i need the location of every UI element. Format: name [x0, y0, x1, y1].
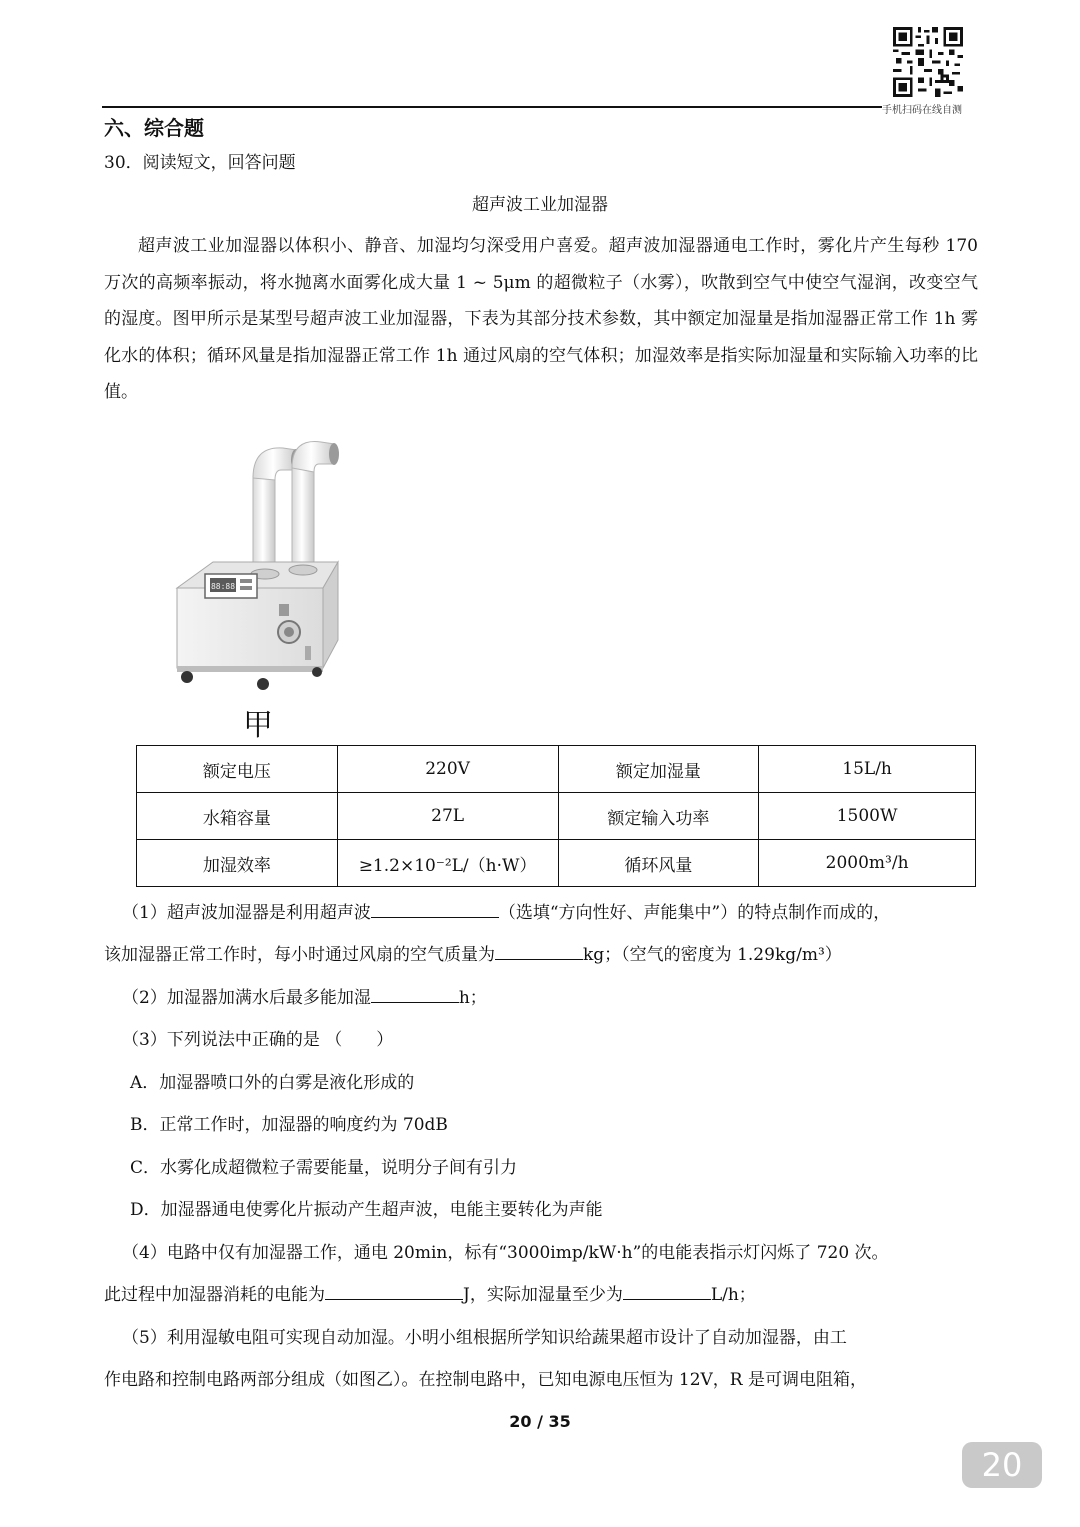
- panel-display: 88:88: [210, 582, 236, 591]
- section-title: 六、综合题: [104, 116, 204, 140]
- table-cell: 加湿效率: [137, 840, 338, 887]
- question-4-line-1: （4）电路中仅有加湿器工作，通电 20min，标有“3000imp/kW·h”的电能表指示灯闪烁了 720 次。: [122, 1243, 889, 1263]
- answer-blank[interactable]: [371, 899, 499, 918]
- question-1-line-2: 该加湿器正常工作时，每小时通过风扇的空气质量为 kg；（空气的密度为 1.29kg/m³）: [104, 940, 842, 965]
- question-5-line-2: 作电路和控制电路两部分组成（如图乙）。在控制电路中，已知电源电压恒为 12V，R 是可调电阻箱，: [104, 1370, 868, 1390]
- table-cell: 15L/h: [759, 746, 976, 793]
- question-2: （2）加湿器加满水后最多能加湿 h；: [122, 983, 487, 1008]
- question-prompt: 30．阅读短文，回答问题: [104, 153, 296, 173]
- option-c: C．水雾化成超微粒子需要能量，说明分子间有引力: [130, 1158, 518, 1178]
- answer-blank[interactable]: [325, 1281, 463, 1300]
- question-4-line-2: 此过程中加湿器消耗的电能为 J，实际加湿量至少为 L/h；: [104, 1280, 756, 1305]
- table-cell: 额定电压: [137, 746, 338, 793]
- option-a: A．加湿器喷口外的白雾是液化形成的: [130, 1073, 415, 1093]
- option-b: B．正常工作时，加湿器的响度约为 70dB: [130, 1115, 448, 1135]
- option-d: D．加湿器通电使雾化片振动产生超声波，电能主要转化为声能: [130, 1200, 603, 1220]
- table-cell: 220V: [337, 746, 558, 793]
- table-cell: 1500W: [759, 793, 976, 840]
- header-rule: [102, 106, 882, 108]
- question-5-line-1: （5）利用湿敏电阻可实现自动加湿。小明小组根据所学知识给蔬果超市设计了自动加湿器，由工: [122, 1328, 847, 1348]
- table-row: [137, 793, 976, 840]
- table-row: [137, 840, 976, 887]
- humidifier-illustration: [163, 440, 348, 694]
- answer-blank[interactable]: [623, 1281, 711, 1300]
- page-number-badge: 20: [962, 1442, 1042, 1488]
- table-cell: 额定输入功率: [558, 793, 759, 840]
- qr-caption: 手机扫码在线自测: [882, 105, 962, 116]
- article-paragraph: 超声波工业加湿器以体积小、静音、加湿均匀深受用户喜爱。超声波加湿器通电工作时，雾化片产生每秒 170 万次的高频率振动，将水抛离水面雾化成大量 1 ~ 5μm 的超微粒子（水雾），吹散到空气中使空气湿润，改变空气的湿度。图甲所示是某型号超声波工业加湿器，下表为其部分技术参数，其中额定加湿量是指加湿器正常工作 1h 雾化水的体积；循环风量是指加湿器正常工作 1h 通过风扇的空气体积；加湿效率是指实际加湿量和实际输入功率的比值。: [104, 236, 978, 403]
- spec-table: [136, 745, 976, 887]
- answer-blank[interactable]: [371, 984, 459, 1003]
- table-cell: ≥1.2×10⁻²L/（h·W）: [337, 840, 558, 887]
- article-title: 超声波工业加湿器: [472, 195, 608, 215]
- table-cell: 水箱容量: [137, 793, 338, 840]
- question-3: （3）下列说法中正确的是 （ ）: [122, 1030, 394, 1050]
- table-row: [137, 746, 976, 793]
- figure-label: 甲: [243, 708, 273, 743]
- answer-blank[interactable]: [495, 941, 583, 960]
- page-indicator: 20 / 35: [509, 1412, 571, 1431]
- table-cell: 额定加湿量: [558, 746, 759, 793]
- qr-code-icon: [893, 27, 963, 97]
- table-cell: 2000m³/h: [759, 840, 976, 887]
- table-cell: 循环风量: [558, 840, 759, 887]
- question-1-line-1: （1）超声波加湿器是利用超声波 （选填“方向性好、声能集中”）的特点制作而成的，: [122, 898, 890, 923]
- table-cell: 27L: [337, 793, 558, 840]
